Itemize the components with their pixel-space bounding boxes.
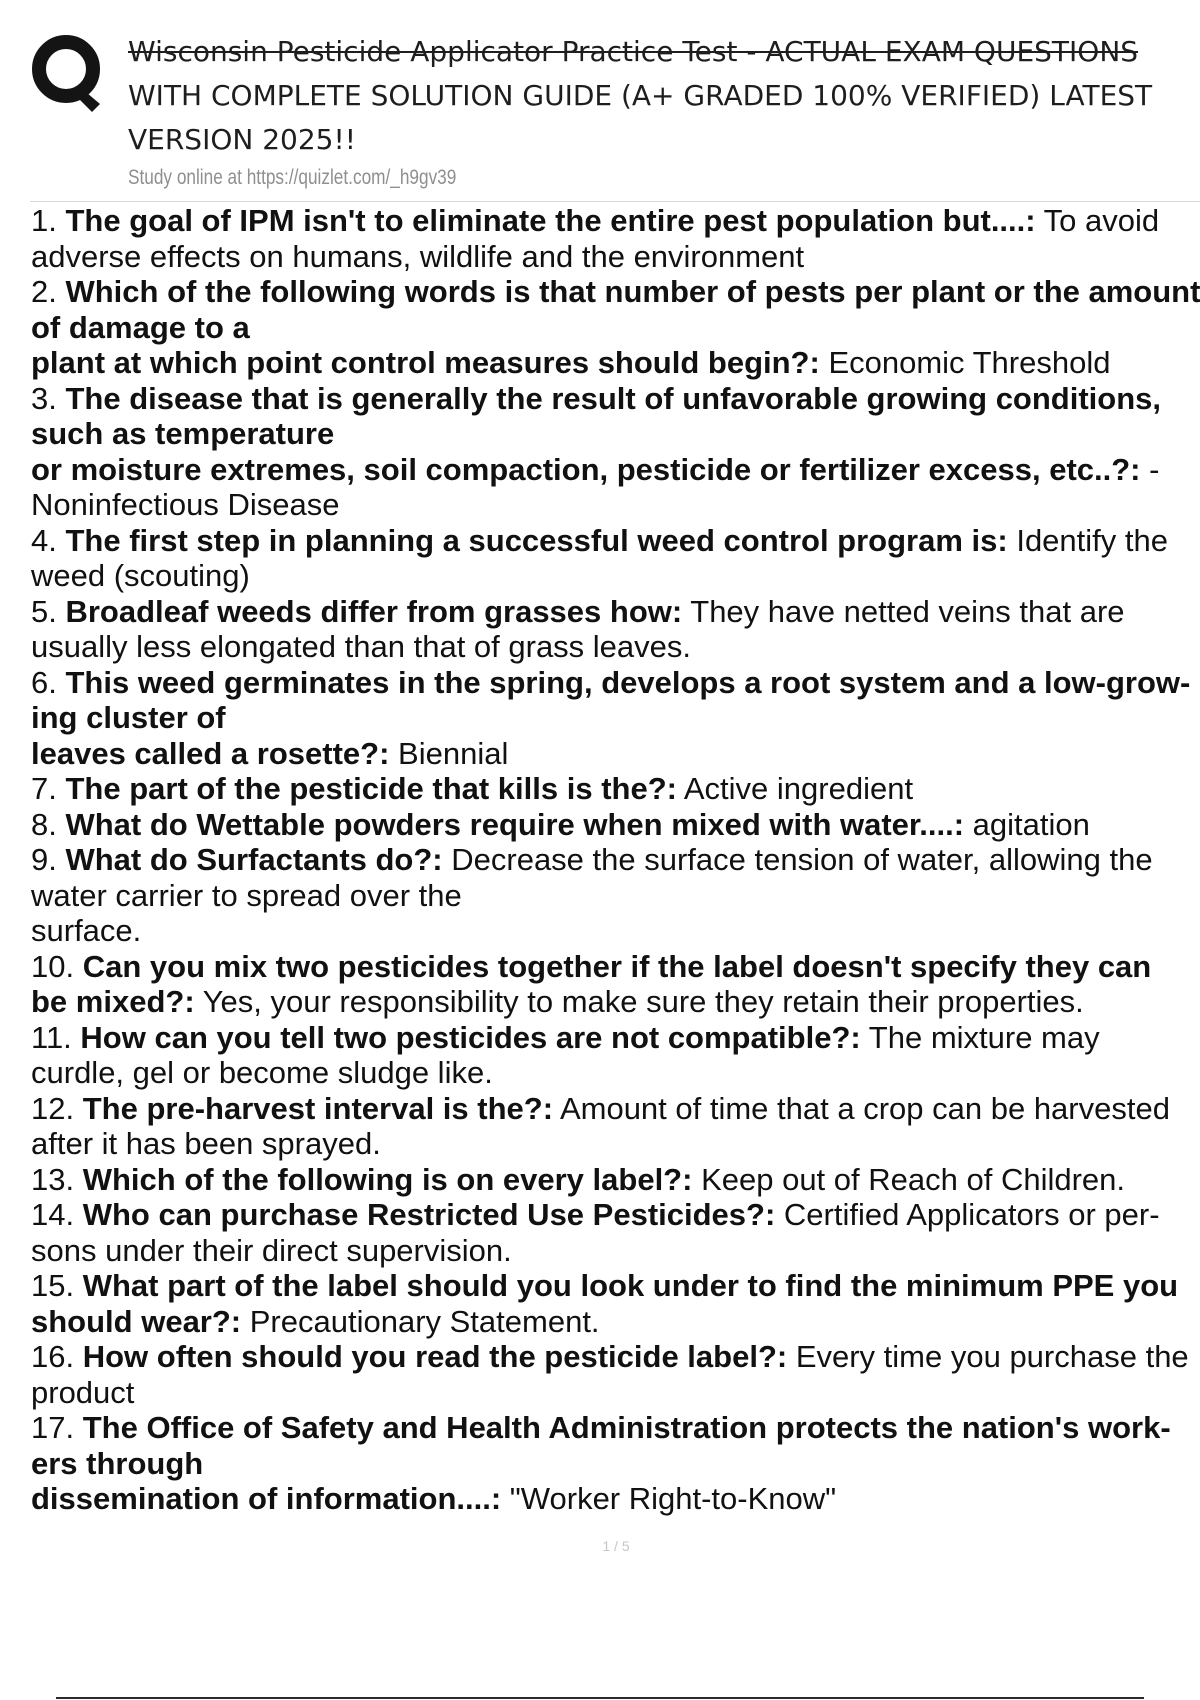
qa-line xyxy=(31,381,1200,417)
qa-line xyxy=(31,274,1200,310)
question-text: such as temperature xyxy=(31,416,335,451)
question-text: of damage to a xyxy=(31,309,250,345)
qa-line xyxy=(31,984,1200,1020)
question-number: 14. xyxy=(31,1197,75,1232)
qa-item xyxy=(31,1020,1200,1091)
question-number: 6. xyxy=(31,664,57,700)
qa-item xyxy=(31,523,1200,594)
qa-line xyxy=(31,203,1200,239)
question-number: 2. xyxy=(31,274,57,309)
qa-line xyxy=(31,1268,1200,1304)
question-number: 1. xyxy=(31,203,57,238)
answer-text: after it has been sprayed. xyxy=(31,1126,381,1161)
qa-line xyxy=(31,1126,1200,1162)
qa-item xyxy=(31,1268,1200,1339)
qa-line xyxy=(31,594,1200,630)
qa-line xyxy=(31,736,1200,772)
qa-item xyxy=(31,807,1200,843)
answer-text: curdle, gel or become sludge like. xyxy=(31,1055,493,1090)
qa-line xyxy=(31,523,1200,559)
title-line: VERSION 2025!! xyxy=(128,123,356,156)
document-title xyxy=(128,30,1200,162)
qa-item xyxy=(31,594,1200,665)
qa-item xyxy=(31,842,1200,949)
answer-text: sons under their direct supervision. xyxy=(31,1232,512,1268)
qa-line xyxy=(31,239,1200,275)
answer-text: Amount of time that a crop can be harvested xyxy=(553,1090,1170,1126)
question-text: dissemination of information....: xyxy=(31,1481,502,1516)
answer-text: They have netted veins that are xyxy=(682,593,1125,629)
question-text: What part of the label should you look under to find the minimum PPE you xyxy=(82,1268,1179,1303)
question-text: The first step in planning a successful weed control program is: xyxy=(65,522,1008,558)
answer-text: Economic Threshold xyxy=(819,345,1111,380)
answer-text: Active ingredient xyxy=(676,771,914,806)
qa-line xyxy=(31,842,1200,878)
qa-line xyxy=(31,807,1200,843)
question-text: be mixed?: xyxy=(31,984,195,1019)
qa-line xyxy=(31,878,1200,914)
question-number: 4. xyxy=(31,522,57,558)
qa-line xyxy=(31,345,1200,381)
qa-line xyxy=(31,558,1200,594)
question-number: 13. xyxy=(31,1161,75,1197)
answer-text: water carrier to spread over the xyxy=(31,877,462,913)
question-text: The part of the pesticide that kills is the?: xyxy=(65,771,677,806)
qa-line xyxy=(31,1375,1200,1411)
question-text: The disease that is generally the result of unfavorable growing conditions, xyxy=(65,380,1162,416)
answer-text: Yes, your responsibility to make sure they retain their properties. xyxy=(194,984,1084,1019)
question-text: How often should you read the pesticide label?: xyxy=(82,1339,788,1374)
question-number: 10. xyxy=(31,948,75,984)
question-text: Broadleaf weeds differ from grasses how: xyxy=(65,593,683,629)
qa-line xyxy=(31,949,1200,985)
answer-text: Precautionary Statement. xyxy=(241,1303,600,1339)
qa-line xyxy=(31,310,1200,346)
quizlet-logo-icon xyxy=(30,32,108,114)
qa-item xyxy=(31,274,1200,381)
qa-line xyxy=(31,665,1200,701)
answer-text: product xyxy=(31,1374,135,1410)
question-text: or moisture extremes, soil compaction, pesticide or fertilizer excess, etc..?: xyxy=(31,451,1141,487)
question-text: ing cluster of xyxy=(31,700,226,735)
answer-text: Certified Applicators or per- xyxy=(775,1197,1160,1232)
qa-item xyxy=(31,1162,1200,1198)
qa-line xyxy=(31,1162,1200,1198)
qa-line xyxy=(31,1304,1200,1340)
qa-item xyxy=(31,381,1200,523)
qa-item xyxy=(31,1197,1200,1268)
question-text: leaves called a rosette?: xyxy=(31,735,390,771)
qa-item xyxy=(31,949,1200,1020)
qa-item xyxy=(31,771,1200,807)
qa-line xyxy=(31,771,1200,807)
answer-text: usually less elongated than that of grass leaves. xyxy=(31,629,692,664)
question-text: The pre-harvest interval is the?: xyxy=(82,1090,554,1126)
question-number: 8. xyxy=(31,806,57,842)
qa-line xyxy=(31,1410,1200,1446)
answer-text: Noninfectious Disease xyxy=(31,487,340,522)
question-number: 7. xyxy=(31,771,57,806)
qa-line xyxy=(31,1055,1200,1091)
answer-text: - xyxy=(1140,451,1160,487)
page-number: 1 / 5 xyxy=(602,1538,630,1554)
study-online-link[interactable]: Study online at https://quizlet.com/_h9gv39 xyxy=(128,166,457,189)
qa-line xyxy=(31,1020,1200,1056)
question-number: 5. xyxy=(31,593,57,629)
question-answer-list xyxy=(31,203,1200,1517)
qa-line xyxy=(31,452,1200,488)
question-text: How can you tell two pesticides are not compatible?: xyxy=(80,1019,861,1055)
qa-line xyxy=(31,1091,1200,1127)
answer-text: agitation xyxy=(964,806,1090,842)
question-text: should wear?: xyxy=(31,1303,242,1339)
answer-text: Identify the xyxy=(1007,522,1168,558)
title-line: WITH COMPLETE SOLUTION GUIDE (A+ GRADED 100% VERIFIED) LATEST xyxy=(128,79,1153,112)
answer-text: weed (scouting) xyxy=(31,558,250,593)
qa-line xyxy=(31,487,1200,523)
question-text: Who can purchase Restricted Use Pesticides?: xyxy=(82,1197,776,1232)
qa-line xyxy=(31,1446,1200,1482)
qa-item xyxy=(31,1339,1200,1410)
qa-item xyxy=(31,1091,1200,1162)
answer-text: To avoid xyxy=(1035,203,1160,238)
question-number: 12. xyxy=(31,1090,75,1126)
question-text: plant at which point control measures should begin?: xyxy=(31,345,820,380)
question-text: What do Surfactants do?: xyxy=(65,842,443,877)
question-text: Which of the following words is that number of pests per plant or the amount xyxy=(65,274,1200,309)
question-number: 9. xyxy=(31,842,57,877)
question-text: Can you mix two pesticides together if the label doesn't specify they can xyxy=(82,948,1152,984)
qa-item xyxy=(31,1410,1200,1517)
answer-text: "Worker Right-to-Know" xyxy=(501,1481,837,1516)
qa-line xyxy=(31,1233,1200,1269)
qa-line xyxy=(31,629,1200,665)
question-text: ers through xyxy=(31,1445,204,1481)
question-number: 17. xyxy=(31,1410,75,1445)
qa-line xyxy=(31,913,1200,949)
answer-text: Decrease the surface tension of water, allowing the xyxy=(442,842,1153,877)
answer-text: adverse effects on humans, wildlife and the environment xyxy=(31,238,805,274)
question-number: 3. xyxy=(31,380,57,416)
qa-line xyxy=(31,700,1200,736)
answer-text: Every time you purchase the xyxy=(787,1339,1189,1374)
answer-text: surface. xyxy=(31,913,142,948)
qa-line xyxy=(31,1197,1200,1233)
document-header xyxy=(0,0,1200,205)
question-text: What do Wettable powders require when mixed with water....: xyxy=(65,806,965,842)
footer-divider xyxy=(56,1697,1144,1699)
question-text: Which of the following is on every label?: xyxy=(82,1161,693,1197)
question-number: 15. xyxy=(31,1268,75,1303)
header-divider xyxy=(30,201,1200,202)
question-text: The Office of Safety and Health Administration protects the nation's work- xyxy=(82,1410,1171,1445)
answer-text: Biennial xyxy=(389,735,509,771)
question-number: 11. xyxy=(31,1019,72,1055)
answer-text: Keep out of Reach of Children. xyxy=(692,1161,1125,1197)
qa-line xyxy=(31,416,1200,452)
qa-item xyxy=(31,665,1200,772)
question-number: 16. xyxy=(31,1339,75,1374)
qa-item xyxy=(31,203,1200,274)
question-text: The goal of IPM isn't to eliminate the entire pest population but....: xyxy=(65,203,1036,238)
qa-line xyxy=(31,1481,1200,1517)
qa-line xyxy=(31,1339,1200,1375)
answer-text: The mixture may xyxy=(860,1019,1100,1055)
title-line: Wisconsin Pesticide Applicator Practice Test - ACTUAL EXAM QUESTIONS xyxy=(128,35,1139,68)
question-text: This weed germinates in the spring, develops a root system and a low-grow- xyxy=(65,664,1191,700)
